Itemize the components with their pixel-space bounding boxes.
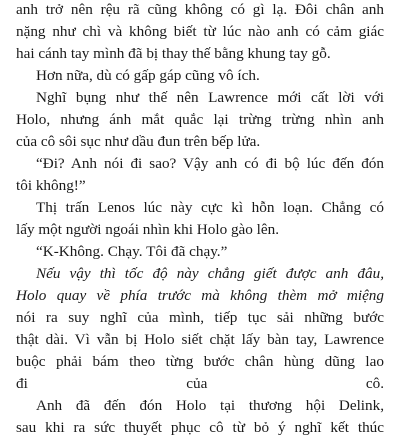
text-line: anh trở nên rệu rã cũng không có gì lạ. Đôi chân anh (16, 1, 384, 18)
text-line: “K-Không. Chạy. Tôi đã chạy.” (36, 242, 228, 260)
text-line: “Đi? Anh nói đi sao? Vậy anh có đi bộ lúc đến đón (36, 154, 384, 172)
text-line: Nghĩ bụng như thế nên Lawrence mới cất lời với (36, 88, 384, 106)
text-line: của cô sôi sục như dầu đun trên bếp lửa. (16, 132, 261, 150)
text-line: nặng như chì và không biết từ lúc nào anh có cảm giác (16, 22, 384, 40)
text-line: buộc phải bám theo từng bước chân hùng dũng lao (16, 352, 384, 370)
text-line: hai cánh tay mình đã bị thay thế bằng khung tay gỗ. (16, 44, 331, 62)
text-line: sau khi ra sức thuyết phục cô từ bỏ ý nghĩ kết thúc (16, 418, 384, 436)
text-line: Holo quay về phía trước mà không thèm mở miệng (16, 286, 384, 304)
text-line: tôi không!” (16, 176, 86, 194)
text-line: Anh đã đến đón Holo tại thương hội Delink, (36, 396, 384, 414)
text-line: Holo, nhưng ánh mắt quắc lại trừng trừng nhìn anh (16, 110, 384, 128)
text-line: Nếu vậy thì tốc độ này chẳng giết được anh đâu, (36, 264, 384, 282)
text-line: đi của cô. (16, 374, 384, 392)
text-line: lấy một người ngoái nhìn khi Holo gào lên. (16, 220, 280, 238)
text-line: nói ra suy nghĩ của mình, tiếp tục sải những bước (16, 308, 384, 326)
text-line: Thị trấn Lenos lúc này cực kì hỗn loạn. Chẳng có (36, 198, 384, 216)
text-line: thật dài. Vì vẫn bị Holo siết chặt lấy bàn tay, Lawrence (16, 330, 384, 348)
text-line: Hơn nữa, dù có gấp gáp cũng vô ích. (36, 66, 260, 84)
